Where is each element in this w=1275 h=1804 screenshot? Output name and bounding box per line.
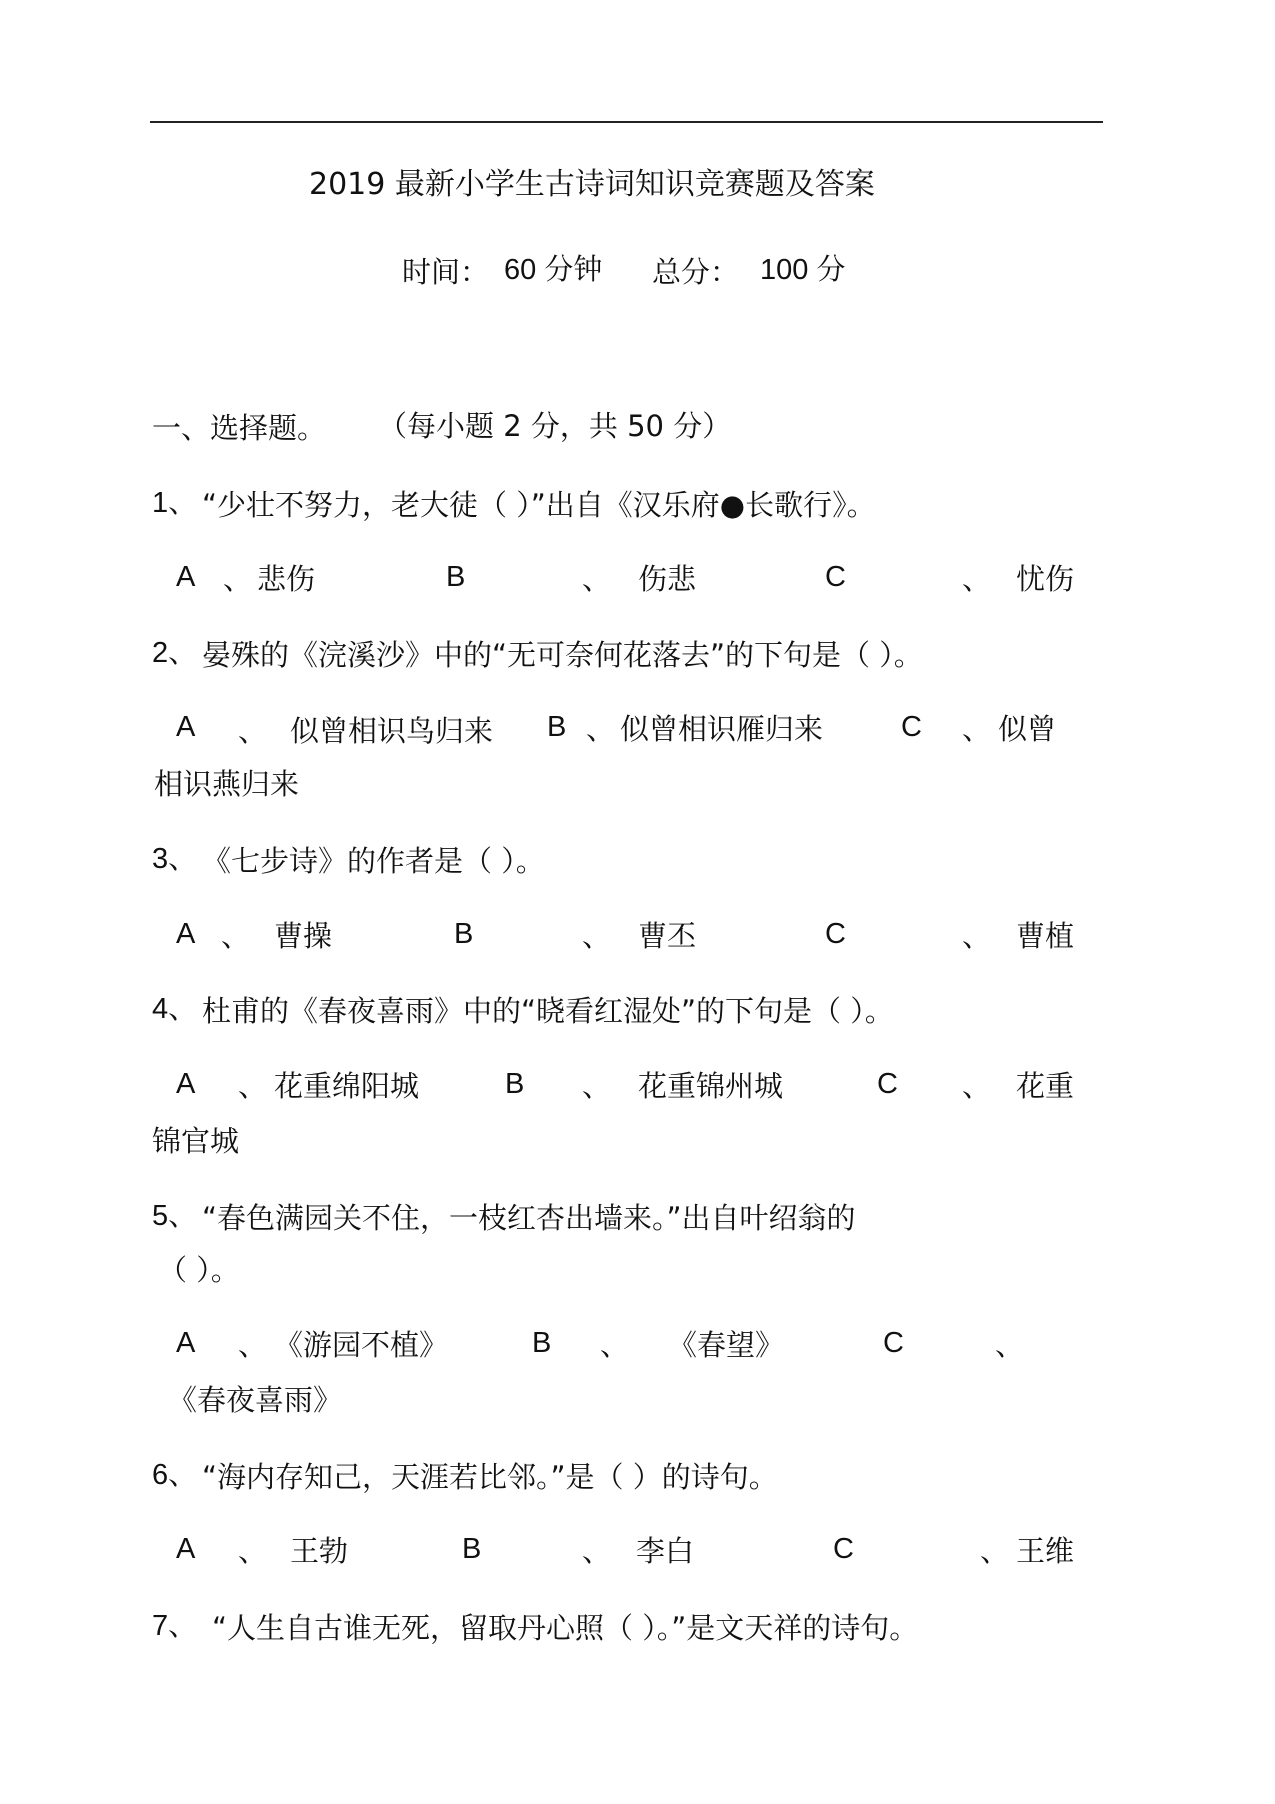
option-text: 似曾 — [998, 712, 1057, 746]
option-letter: B — [446, 561, 466, 593]
question-text-continued: （ ）。 — [158, 1253, 240, 1287]
option-text: 王勃 — [290, 1534, 349, 1568]
option-text: 曹丕 — [638, 919, 697, 953]
option-sep: 、 — [582, 562, 612, 596]
option-text: 李白 — [636, 1534, 695, 1568]
question-text: “少壮不努力，老大徒（ ）”出自《汉乐府●长歌行》。 — [202, 488, 876, 522]
option-text: 悲伤 — [257, 562, 316, 596]
option-text: 似曾相识鸟归来 — [290, 714, 494, 748]
option-sep: 、 — [238, 1534, 268, 1568]
option-sep: 、 — [962, 919, 992, 953]
question-number: 4、 — [152, 993, 198, 1025]
option-text-continued: 《春夜喜雨》 — [168, 1383, 343, 1417]
option-sep: 、 — [962, 1069, 992, 1103]
question-number: 3、 — [152, 843, 198, 875]
section-note: （每小题 2 分，共 50 分） — [378, 409, 732, 443]
option-text-continued: 相识燕归来 — [154, 767, 300, 801]
option-sep: 、 — [600, 1328, 630, 1362]
question-number: 6、 — [152, 1459, 198, 1491]
page-title: 2019 最新小学生古诗词知识竞赛题及答案 — [309, 167, 875, 202]
option-text: 曹操 — [274, 919, 333, 953]
total-value: 100 分 — [760, 254, 846, 286]
question-text: 晏殊的《浣溪沙》中的“无可奈何花落去”的下句是（ ）。 — [202, 638, 923, 672]
option-letter: A — [176, 1533, 196, 1565]
question-number: 2、 — [152, 637, 198, 669]
option-text: 《游园不植》 — [274, 1328, 449, 1362]
total-label: 总分： — [652, 255, 740, 289]
option-text: 似曾相识雁归来 — [620, 712, 824, 746]
option-text: 花重 — [1016, 1069, 1075, 1103]
option-sep: 、 — [238, 714, 268, 748]
header-rule — [150, 121, 1103, 123]
option-letter: C — [901, 711, 922, 743]
option-sep: 、 — [980, 1534, 1010, 1568]
option-text: 曹植 — [1016, 919, 1075, 953]
option-text: 王维 — [1016, 1534, 1075, 1568]
option-text: 花重锦州城 — [638, 1069, 784, 1103]
option-letter: A — [176, 711, 196, 743]
option-letter: C — [825, 918, 846, 950]
time-label: 时间： — [402, 255, 490, 289]
question-text: “春色满园关不住，一枝红杏出墙来。”出自叶绍翁的 — [202, 1201, 856, 1235]
option-sep: 、 — [995, 1328, 1025, 1362]
option-sep: 、 — [238, 1069, 268, 1103]
option-text: 《春望》 — [668, 1328, 785, 1362]
option-letter: C — [877, 1068, 898, 1100]
option-sep: 、 — [221, 919, 251, 953]
option-sep: 、 — [582, 919, 612, 953]
option-letter: B — [505, 1068, 525, 1100]
question-text: “海内存知己，天涯若比邻。”是（ ）的诗句。 — [202, 1460, 778, 1494]
option-letter: A — [176, 561, 196, 593]
question-number: 5、 — [152, 1200, 198, 1232]
time-value: 60 分钟 — [504, 254, 603, 286]
option-text-continued: 锦官城 — [152, 1124, 240, 1158]
option-letter: C — [833, 1533, 854, 1565]
option-letter: C — [883, 1327, 904, 1359]
option-sep: 、 — [962, 562, 992, 596]
question-number: 7、 — [152, 1610, 198, 1642]
option-sep: 、 — [223, 562, 253, 596]
option-sep: 、 — [582, 1534, 612, 1568]
option-letter: B — [547, 711, 567, 743]
option-sep: 、 — [962, 712, 992, 746]
question-text: “人生自古谁无死，留取丹心照（ ）。”是文天祥的诗句。 — [212, 1611, 919, 1645]
option-letter: B — [454, 918, 474, 950]
option-sep: 、 — [238, 1328, 268, 1362]
option-text: 伤悲 — [638, 562, 697, 596]
option-sep: 、 — [582, 1069, 612, 1103]
question-text: 杜甫的《春夜喜雨》中的“晓看红湿处”的下句是（ ）。 — [202, 994, 894, 1028]
option-sep: 、 — [586, 712, 616, 746]
option-letter: A — [176, 1068, 196, 1100]
option-letter: C — [825, 561, 846, 593]
option-letter: B — [462, 1533, 482, 1565]
option-letter: A — [176, 1327, 196, 1359]
question-text: 《七步诗》的作者是（ ）。 — [202, 844, 545, 878]
option-letter: A — [176, 918, 196, 950]
section-heading: 一、选择题。 — [152, 411, 327, 445]
option-text: 花重绵阳城 — [274, 1069, 420, 1103]
question-number: 1、 — [152, 487, 198, 519]
option-letter: B — [532, 1327, 552, 1359]
option-text: 忧伤 — [1016, 562, 1075, 596]
